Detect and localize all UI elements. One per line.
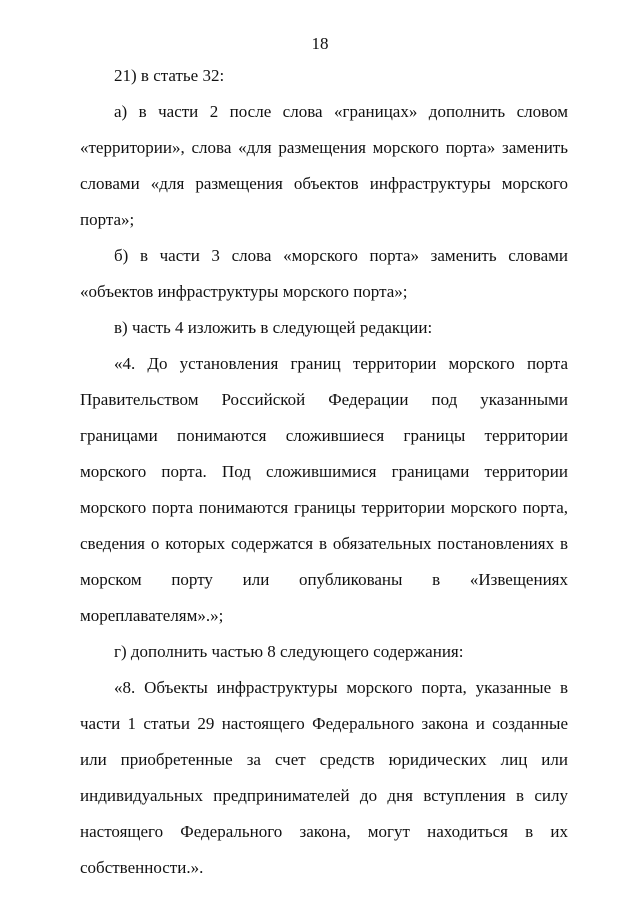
paragraph-subitem-a: а) в части 2 после слова «границах» дополнить словом «территории», слова «для размещения морского порта» заменить словами «для размещения объектов инфраструктуры морского порта»; [80, 102, 568, 229]
document-body [80, 58, 568, 886]
paragraph-part-4-text: «4. До установления границ территории морского порта Правительством Российской Федерации под указанными границами понимаются сложившиеся границы территории морского порта. Под сложившимися границами территории морского порта понимаются границы территории морского порта, сведения о которых содержатся в обязательных постановлениях в морском порту или опубликованы в «Извещениях мореплавателям».»; [80, 354, 568, 625]
paragraph-subitem-b: б) в части 3 слова «морского порта» заменить словами «объектов инфраструктуры морского порта»; [80, 246, 568, 301]
page-number: 18 [311, 34, 329, 53]
paragraph-part-8-text: «8. Объекты инфраструктуры морского порта, указанные в части 1 статьи 29 настоящего Федерального закона и созданные или приобретенные за счет средств юридических лиц или индивидуальных предпринимателей до дня вступления в силу настоящего Федерального закона, могут находиться в их собственности.». [80, 678, 568, 877]
paragraph-subitem-g: г) дополнить частью 8 следующего содержания: [114, 642, 464, 661]
paragraph-item-21: 21) в статье 32: [114, 66, 225, 85]
paragraph-subitem-v: в) часть 4 изложить в следующей редакции: [114, 318, 433, 337]
